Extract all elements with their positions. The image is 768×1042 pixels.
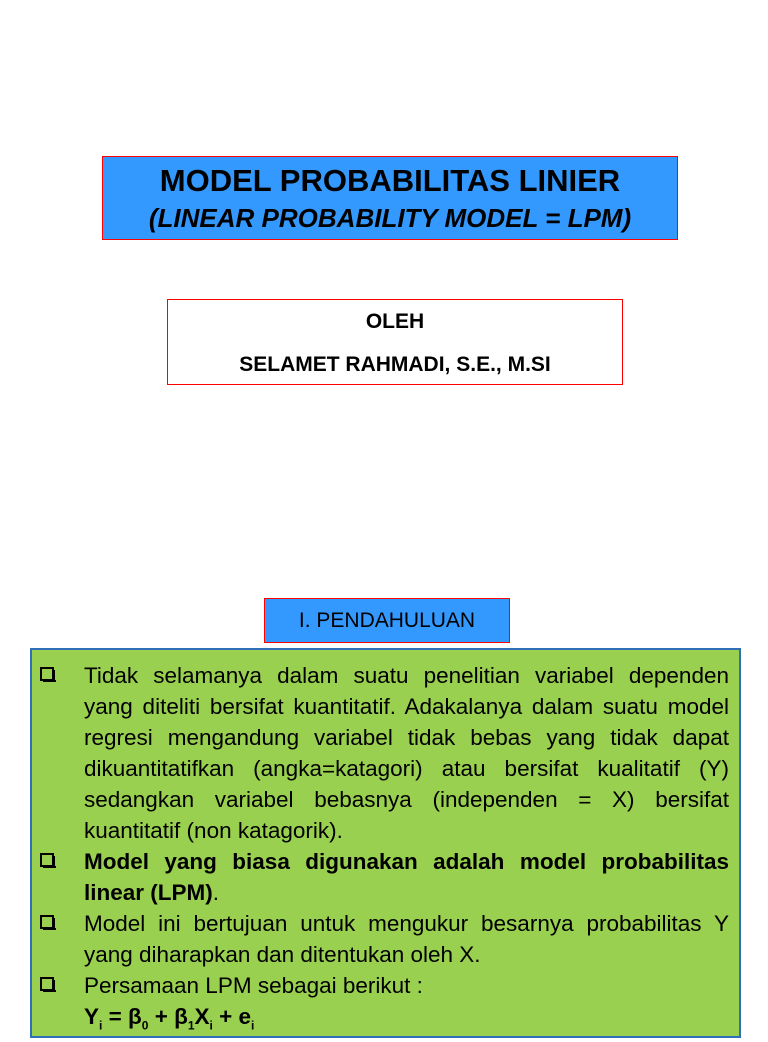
content-box (30, 648, 741, 1038)
page-subtitle: (LINEAR PROBABILITY MODEL = LPM) (148, 203, 632, 233)
author-name: SELAMET RAHMADI, S.E., M.SI (239, 353, 551, 376)
bullet-text: Model ini bertujuan untuk mengukur besarnya probabilitas Y yang diharapkan dan ditentukan oleh X. (84, 911, 729, 967)
bullet-text-period: . (212, 880, 220, 905)
page-title: MODEL PROBABILITAS LINIER (159, 163, 621, 198)
square-bullet-icon (40, 667, 54, 681)
square-bullet-icon (40, 915, 54, 929)
bullet-text: Persamaan LPM sebagai berikut : (84, 973, 423, 998)
bullet-text: Tidak selamanya dalam suatu penelitian variabel dependen yang diteliti bersifat kuantitatif. Adakalanya dalam suatu model regresi mengandung variabel tidak bebas yang tidak dapat dikuantitatifkan (angka=katagori) atau bersifat kualitatif (Y) sedangkan variabel bebasnya (independen = X) bersifat kuantitatif (non katagorik). (84, 663, 729, 843)
lpm-formula: $Y_i = \beta_0 + \beta_1X_i + e_i$ (84, 1004, 255, 1033)
list-item (32, 908, 739, 970)
author-box (167, 299, 623, 385)
bullet-text: Model yang biasa digunakan adalah model probabilitas linear (LPM) (84, 849, 729, 905)
author-label: OLEH (365, 310, 425, 333)
bullet-list (32, 660, 739, 1042)
list-item (32, 970, 739, 1001)
square-bullet-icon (40, 977, 54, 991)
square-bullet-icon (40, 853, 54, 867)
section-heading: I. PENDAHULUAN (264, 598, 510, 643)
list-item (32, 660, 739, 846)
title-box (102, 156, 678, 240)
list-item (32, 846, 739, 908)
